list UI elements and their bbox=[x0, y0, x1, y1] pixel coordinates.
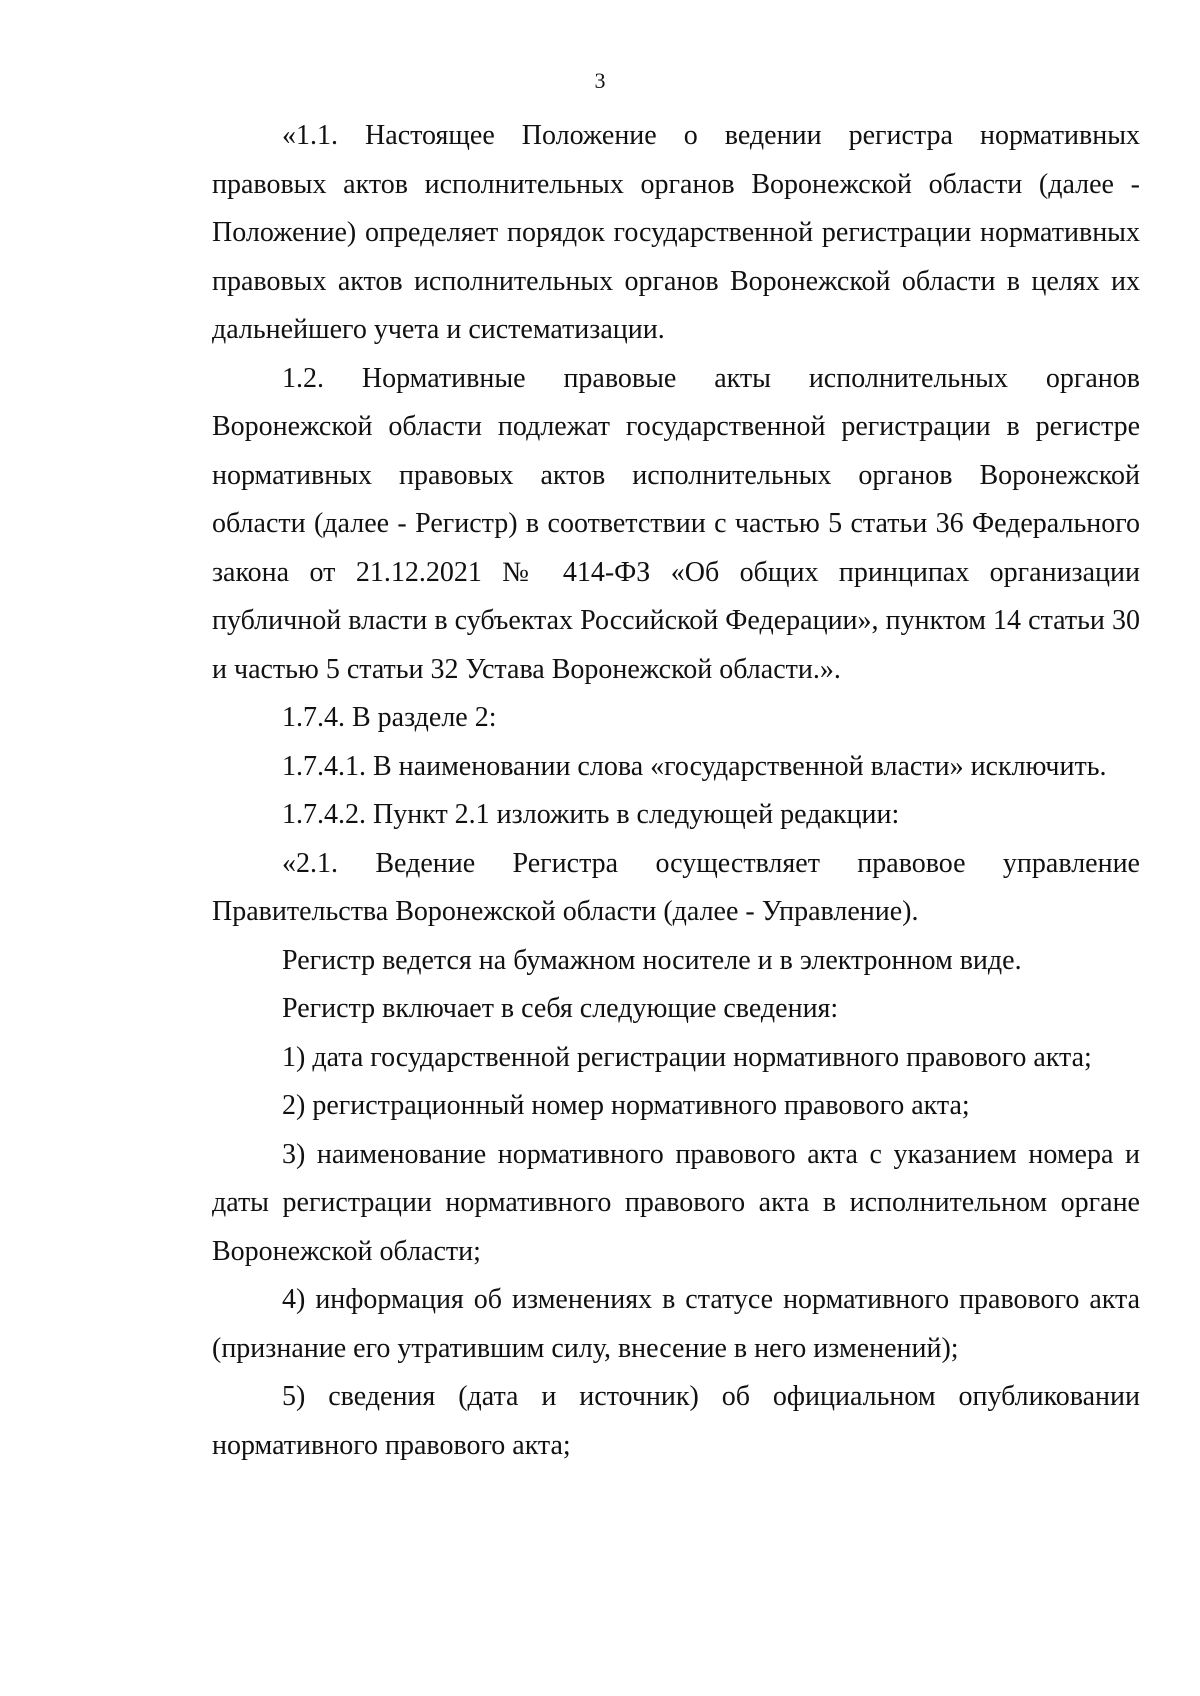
paragraph-1-2: 1.2. Нормативные правовые акты исполнительных органов Воронежской области подлежат государственной регистрации в регистре нормативных правовых актов исполнительных органов Воронежской области (далее - Регистр) в соответствии с частью 5 статьи 36 Федерального закона от 21.12.2021 № 414-ФЗ «Об общих принципах организации публичной власти в субъектах Российской Федерации», пунктом 14 статьи 30 и частью 5 статьи 32 Устава Воронежской области.». bbox=[212, 362, 1140, 685]
list-item-5: 5) сведения (дата и источник) об официальном опубликовании нормативного правового акта; bbox=[212, 1381, 1140, 1461]
paragraph-1-7-4-1: 1.7.4.1. В наименовании слова «государственной власти» исключить. bbox=[282, 750, 1107, 782]
page-number: 3 bbox=[594, 68, 606, 93]
paragraph-register-form: Регистр ведется на бумажном носителе и в электронном виде. bbox=[282, 944, 1022, 976]
paragraph-1-7-4: 1.7.4. В разделе 2: bbox=[282, 702, 497, 733]
list-item-2: 2) регистрационный номер нормативного правового акта; bbox=[282, 1090, 970, 1121]
document-body bbox=[212, 112, 1140, 1470]
list-item-4: 4) информация об изменениях в статусе нормативного правового акта (признание его утратившим силу, внесение в него изменений); bbox=[212, 1284, 1140, 1364]
list-item-1: 1) дата государственной регистрации нормативного правового акта; bbox=[282, 1041, 1092, 1073]
list-item-3: 3) наименование нормативного правового акта с указанием номера и даты регистрации нормативного правового акта в исполнительном органе Воронежской области; bbox=[212, 1138, 1140, 1267]
paragraph-1-1: «1.1. Настоящее Положение о ведении регистра нормативных правовых актов исполнительных органов Воронежской области (далее - Положение) определяет порядок государственной регистрации нормативных правовых актов исполнительных органов Воронежской области в целях их дальнейшего учета и систематизации. bbox=[212, 120, 1140, 345]
paragraph-1-7-4-2: 1.7.4.2. Пункт 2.1 изложить в следующей редакции: bbox=[282, 799, 900, 830]
paragraph-2-1: «2.1. Ведение Регистра осуществляет правовое управление Правительства Воронежской области (далее - Управление). bbox=[212, 847, 1140, 927]
paragraph-register-contents: Регистр включает в себя следующие сведения: bbox=[282, 993, 839, 1024]
